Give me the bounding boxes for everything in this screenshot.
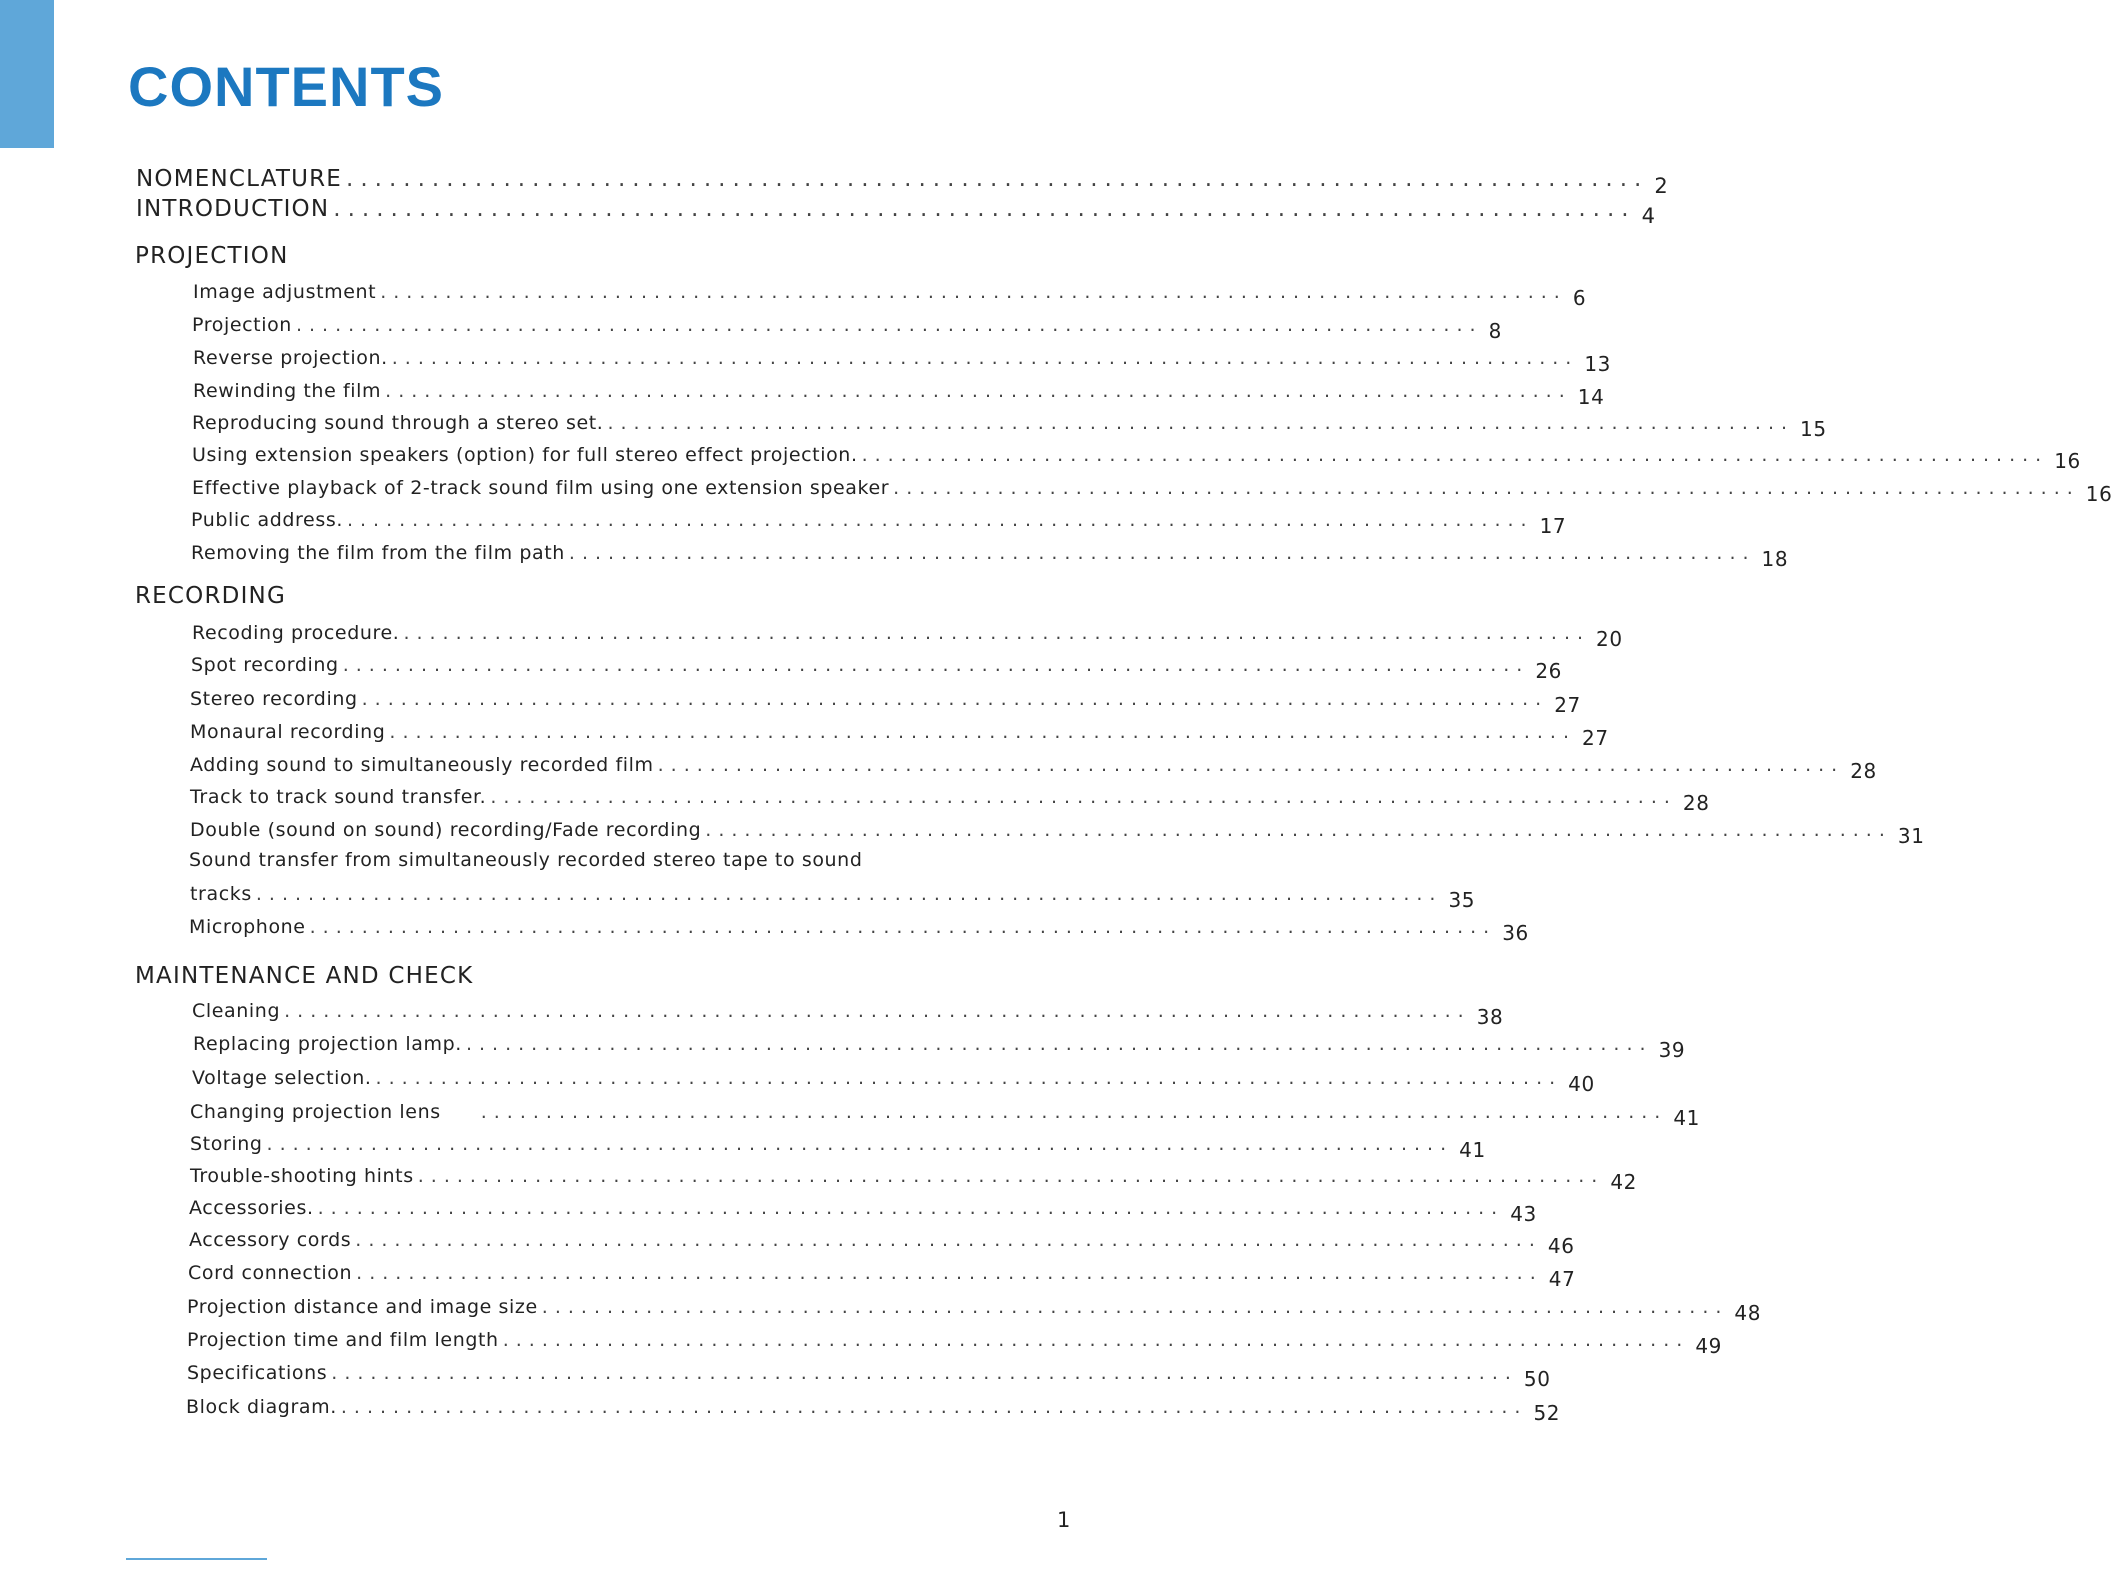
toc-entry[interactable]: [193, 1031, 1686, 1062]
toc-entry[interactable]: [189, 1195, 1537, 1226]
toc-entry[interactable]: [190, 686, 1581, 717]
toc-entry-page: 52: [1533, 1401, 1561, 1425]
leader-dots: ...........................................................................................: [705, 819, 1892, 841]
toc-entry-page: 43: [1510, 1202, 1537, 1226]
toc-entry[interactable]: [193, 345, 1612, 376]
toc-entry[interactable]: [192, 475, 2112, 506]
toc-entry[interactable]: [192, 442, 2081, 473]
page-title: CONTENTS: [128, 55, 444, 118]
toc-entry-page: 42: [1610, 1170, 1637, 1194]
toc-entry-label: Track to track sound transfer.: [190, 786, 487, 808]
leader-dots: ...........................................................................................: [266, 1133, 1454, 1155]
toc-entry-label: Accessory cords: [189, 1229, 352, 1251]
toc-entry-label: Reverse projection.: [193, 347, 388, 369]
leader-dots: ...........................................................................................: [346, 509, 1534, 531]
leader-dots: ...........................................................................................: [861, 444, 2049, 466]
leader-dots: ...........................................................................................: [340, 1396, 1528, 1418]
toc-entry[interactable]: [190, 817, 1925, 848]
toc-entry-label: Monaural recording: [190, 721, 386, 743]
toc-entry-page: 27: [1554, 693, 1581, 717]
toc-entry[interactable]: [190, 752, 1877, 783]
toc-entry-page: 16: [2085, 482, 2112, 506]
toc-entry[interactable]: [192, 998, 1504, 1029]
toc-entry-page: 48: [1734, 1301, 1762, 1325]
toc-entry-label: Cord connection: [188, 1262, 353, 1284]
footer-rule: [126, 1558, 267, 1560]
leader-dots: ...........................................................................................: [541, 1296, 1729, 1318]
toc-entry-label: Replacing projection lamp.: [193, 1033, 462, 1055]
toc-entry-label: Spot recording: [191, 654, 339, 676]
toc-entry-page: 15: [1800, 417, 1827, 441]
leader-dots: ...........................................................................................: [317, 1197, 1505, 1219]
toc-entry-label: Projection time and film length: [187, 1329, 499, 1351]
toc-entry-label: Block diagram.: [186, 1396, 337, 1418]
toc-entry-introduction[interactable]: [136, 196, 1657, 228]
toc-entry[interactable]: [191, 652, 1562, 683]
toc-entry-nomenclature[interactable]: [136, 166, 1669, 198]
toc-entry-page: 46: [1547, 1234, 1575, 1258]
toc-entry[interactable]: [191, 507, 1567, 538]
section-heading-projection: PROJECTION: [135, 243, 289, 269]
section-heading-recording: RECORDING: [135, 583, 286, 609]
toc-entry-page: 50: [1523, 1367, 1551, 1391]
toc-entry-label: Reproducing sound through a stereo set.: [192, 412, 604, 434]
leader-dots: ...........................................................................................: [333, 196, 1636, 222]
toc-entry-page: 31: [1897, 824, 1925, 848]
toc-entry[interactable]: [193, 378, 1605, 409]
toc-entry-page: 8: [1488, 319, 1502, 343]
toc-entry-label: Double (sound on sound) recording/Fade recording: [190, 819, 702, 841]
toc-entry-label: Image adjustment: [193, 281, 377, 303]
leader-dots: ...........................................................................................: [568, 542, 1756, 564]
leader-dots: ...........................................................................................: [375, 1067, 1563, 1089]
toc-entry-page: 47: [1548, 1267, 1576, 1291]
toc-entry[interactable]: [186, 1394, 1561, 1425]
toc-entry[interactable]: [190, 881, 1476, 912]
toc-entry-page: 6: [1572, 286, 1587, 310]
toc-entry-label: Recoding procedure.: [192, 622, 400, 644]
toc-entry-label: Projection distance and image size: [187, 1296, 538, 1318]
toc-entry-page: 41: [1673, 1106, 1700, 1130]
leader-dots: ...........................................................................................: [309, 916, 1497, 938]
toc-entry[interactable]: [188, 1260, 1576, 1291]
toc-entry-label[interactable]: Sound transfer from simultaneously recorded stereo tape to sound: [189, 849, 863, 871]
toc-entry[interactable]: [192, 312, 1502, 343]
leader-dots: ...........................................................................................: [385, 380, 1572, 402]
toc-entry[interactable]: [187, 1327, 1722, 1358]
leader-dots: ...........................................................................................: [342, 654, 1530, 676]
toc-entry-page: 13: [1584, 352, 1612, 376]
toc-entry-label: Changing projection lens: [190, 1101, 441, 1123]
toc-entry-label: Cleaning: [192, 1000, 281, 1022]
leader-dots: ...........................................................................................: [331, 1362, 1518, 1384]
toc-entry-page: 41: [1459, 1138, 1486, 1162]
toc-entry-label: Microphone: [189, 916, 306, 938]
toc-entry[interactable]: [190, 1099, 1700, 1130]
leader-dots: ...........................................................................................: [346, 166, 1649, 192]
leader-dots: ...........................................................................................: [502, 1329, 1690, 1351]
toc-entry-page: 27: [1582, 726, 1609, 750]
toc-entry[interactable]: [187, 1360, 1551, 1391]
toc-entry-label: Voltage selection.: [192, 1067, 372, 1089]
leader-dots: ...........................................................................................: [607, 412, 1795, 434]
leader-dots: ...........................................................................................: [255, 883, 1443, 905]
toc-entry-page: 49: [1695, 1334, 1722, 1358]
toc-entry-label: Adding sound to simultaneously recorded film: [190, 754, 654, 776]
leader-dots: ...........................................................................................: [417, 1165, 1605, 1187]
toc-entry-label: Public address.: [191, 509, 343, 531]
leader-dots: ...........................................................................................: [380, 281, 1567, 303]
leader-dots: ...........................................................................................: [284, 1000, 1471, 1022]
toc-entry-label: Trouble-shooting hints: [190, 1165, 414, 1187]
toc-entry-page: 20: [1596, 627, 1623, 651]
leader-dots: ...........................................................................................: [295, 314, 1483, 336]
toc-entry[interactable]: [189, 1227, 1575, 1258]
section-heading-maintenance: MAINTENANCE AND CHECK: [135, 963, 474, 989]
toc-entry[interactable]: [190, 1163, 1637, 1194]
toc-entry[interactable]: [193, 279, 1587, 310]
toc-entry-label: Rewinding the film: [193, 380, 382, 402]
leader-dots: ...........................................................................................: [355, 1229, 1542, 1251]
toc-entry-label: Using extension speakers (option) for full stereo effect projection.: [192, 444, 858, 466]
toc-entry-label: Removing the film from the film path: [191, 542, 565, 564]
toc-entry[interactable]: [191, 540, 1789, 571]
toc-entry-label: NOMENCLATURE: [136, 166, 343, 192]
toc-entry-page: 39: [1658, 1038, 1686, 1062]
toc-entry[interactable]: [190, 719, 1609, 750]
toc-entry[interactable]: [189, 914, 1529, 945]
toc-entry-label: Accessories.: [189, 1197, 314, 1219]
leader-dots: ...........................................................................................: [389, 721, 1577, 743]
leader-dots: ...........................................................................................: [361, 688, 1549, 710]
toc-entry[interactable]: [190, 1131, 1486, 1162]
leader-dots: ...........................................................................................: [391, 347, 1579, 369]
toc-entry-page: 16: [2054, 449, 2081, 473]
leader-dots: ...........................................................................................: [893, 477, 2080, 499]
toc-entry-label: Specifications: [187, 1362, 328, 1384]
toc-entry-page: 26: [1535, 659, 1562, 683]
toc-entry[interactable]: [192, 620, 1623, 651]
toc-entry[interactable]: [190, 784, 1710, 815]
toc-entry-label: Storing: [190, 1133, 263, 1155]
toc-entry-page: 14: [1577, 385, 1605, 409]
toc-entry[interactable]: [192, 410, 1827, 441]
toc-entry-label: Effective playback of 2-track sound film using one extension speaker: [192, 477, 890, 499]
page-number: 1: [1057, 1508, 1071, 1532]
toc-entry-label: Projection: [192, 314, 292, 336]
toc-entry[interactable]: [187, 1294, 1762, 1325]
toc-entry-page: 18: [1761, 547, 1789, 571]
toc-entry-page: 4: [1641, 204, 1657, 228]
toc-entry-label: INTRODUCTION: [136, 196, 330, 222]
toc-entry-label-continuation: tracks: [190, 883, 252, 905]
toc-entry-page: 28: [1850, 759, 1877, 783]
toc-entry-page: 36: [1502, 921, 1529, 945]
toc-entry-page: 2: [1654, 174, 1669, 198]
leader-dots: ...........................................................................................: [490, 786, 1677, 808]
toc-entry-page: 35: [1448, 888, 1476, 912]
leader-dots: ...........................................................................................: [480, 1101, 1668, 1123]
leader-dots: ...........................................................................................: [403, 622, 1591, 644]
toc-entry-label: Stereo recording: [190, 688, 358, 710]
toc-entry[interactable]: [192, 1065, 1595, 1096]
toc-entry-page: 17: [1539, 514, 1567, 538]
toc-entry-page: 40: [1568, 1072, 1595, 1096]
leader-dots: ...........................................................................................: [657, 754, 1845, 776]
leader-dots: ...........................................................................................: [356, 1262, 1543, 1284]
toc-entry-page: 28: [1682, 791, 1710, 815]
leader-dots: ...........................................................................................: [465, 1033, 1653, 1055]
blue-edge-tab: [0, 0, 54, 148]
toc-entry-page: 38: [1476, 1005, 1504, 1029]
